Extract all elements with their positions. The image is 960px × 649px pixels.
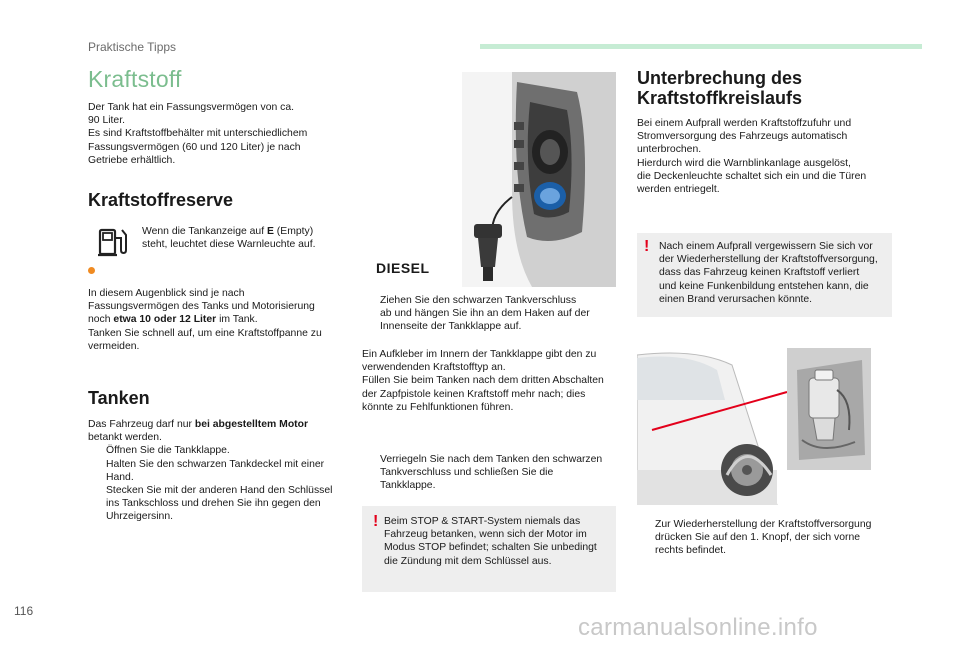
reserve-warning-text: Wenn die Tankanzeige auf E (Empty) steht, leuchtet diese Warnleuchte auf.: [142, 226, 316, 251]
step-turn-key: Stecken Sie mit der anderen Hand den Schlüssel ins Tankschloss und drehen Sie ihn gegen den Uhrzeigersinn.: [106, 485, 333, 523]
warning-mark-icon: !: [373, 513, 379, 530]
intro-text: Der Tank hat ein Fassungsvermögen von ca. 90 Liter. Es sind Kraftstoffbehälter mit unterschiedlichem Fassungsvermögen (60 und 120 Liter) je nach Getriebe erhältlich.: [88, 102, 308, 166]
indicator-dot: [88, 267, 95, 274]
col2-paragraph: Ein Aufkleber im Innern der Tankklappe gibt den zu verwendenden Kraftstofftyp an. Füllen Sie beim Tanken nach dem dritten Abschalten der Zapfpistole keinen Kraftstoff mehr nach; dies könnte zu Fehlfunktionen führen.: [362, 349, 604, 413]
stop-start-warning-box: ! Beim STOP & START-System niemals das Fahrzeug betanken, wenn sich der Motor im Modus STOP befindet; schalten Sie unbedingt die Zündung mit dem Schlüssel aus.: [362, 506, 616, 592]
reserve-paragraph: In diesem Augenblick sind je nach Fassungsvermögen des Tanks und Motorisierung noch etwa 10 oder 12 Liter im Tank. Tanken Sie schnell auf, um eine Kraftstoffpanne zu vermeiden.: [88, 288, 322, 352]
page-number: 116: [14, 604, 34, 618]
van-reset-switch-illustration: [637, 330, 892, 505]
page-title: Kraftstoff: [88, 66, 182, 92]
header-bar: [480, 44, 922, 49]
crash-warning-box: ! Nach einem Aufprall vergewissern Sie sich vor der Wiederherstellung der Kraftstoffversorgung, dass das Fahrzeug keinen Kraftstoff verliert und keine Funkenbildung entstehen kann, die einen Brand verursachen könnte.: [637, 233, 892, 317]
col3-paragraph: Bei einem Aufprall werden Kraftstoffzufuhr und Stromversorgung des Fahrzeugs automatisch unterbrochen. Hierdurch wird die Warnblinkanlage ausgelöst, die Deckenleuchte schaltet sich ein und die Türen werden entriegelt.: [637, 118, 867, 196]
reserve-heading: Kraftstoffreserve: [88, 190, 234, 210]
col2-step-lock-cap: Verriegeln Sie nach dem Tanken den schwarzen Tankverschluss und schließen Sie die Tankklappe.: [380, 454, 603, 492]
fuel-pump-icon: [97, 224, 131, 258]
interruption-heading: Unterbrechung des Kraftstoffkreislaufs: [637, 68, 803, 108]
fuel-filler-illustration: [362, 72, 616, 287]
section-header: Praktische Tipps: [88, 40, 177, 54]
diesel-label: DIESEL: [376, 260, 430, 276]
step-hold-cap: Halten Sie den schwarzen Tankdeckel mit einer Hand.: [106, 458, 325, 483]
col3-step-reset: Zur Wiederherstellung der Kraftstoffversorgung drücken Sie auf den 1. Knopf, der sich vorne rechts befindet.: [655, 519, 872, 557]
watermark: carmanualsonline.info: [578, 614, 818, 641]
step-open-flap: Öffnen Sie die Tankklappe.: [106, 445, 230, 457]
tanken-heading: Tanken: [88, 388, 150, 408]
col2-step-remove-cap: Ziehen Sie den schwarzen Tankverschluss ab und hängen Sie ihn an dem Haken auf der Innenseite der Tankklappe auf.: [380, 295, 590, 333]
warning-mark-icon: !: [644, 238, 650, 255]
tanken-text: Das Fahrzeug darf nur bei abgestelltem Motor betankt werden. Öffnen Sie die Tankklappe. Halten Sie den schwarzen Tankdeckel mit einer Hand. Stecken Sie mit der anderen Hand den Schlüssel ins Tankschloss und drehen Sie ihn gegen den Uhrzeigersinn.: [88, 418, 350, 524]
